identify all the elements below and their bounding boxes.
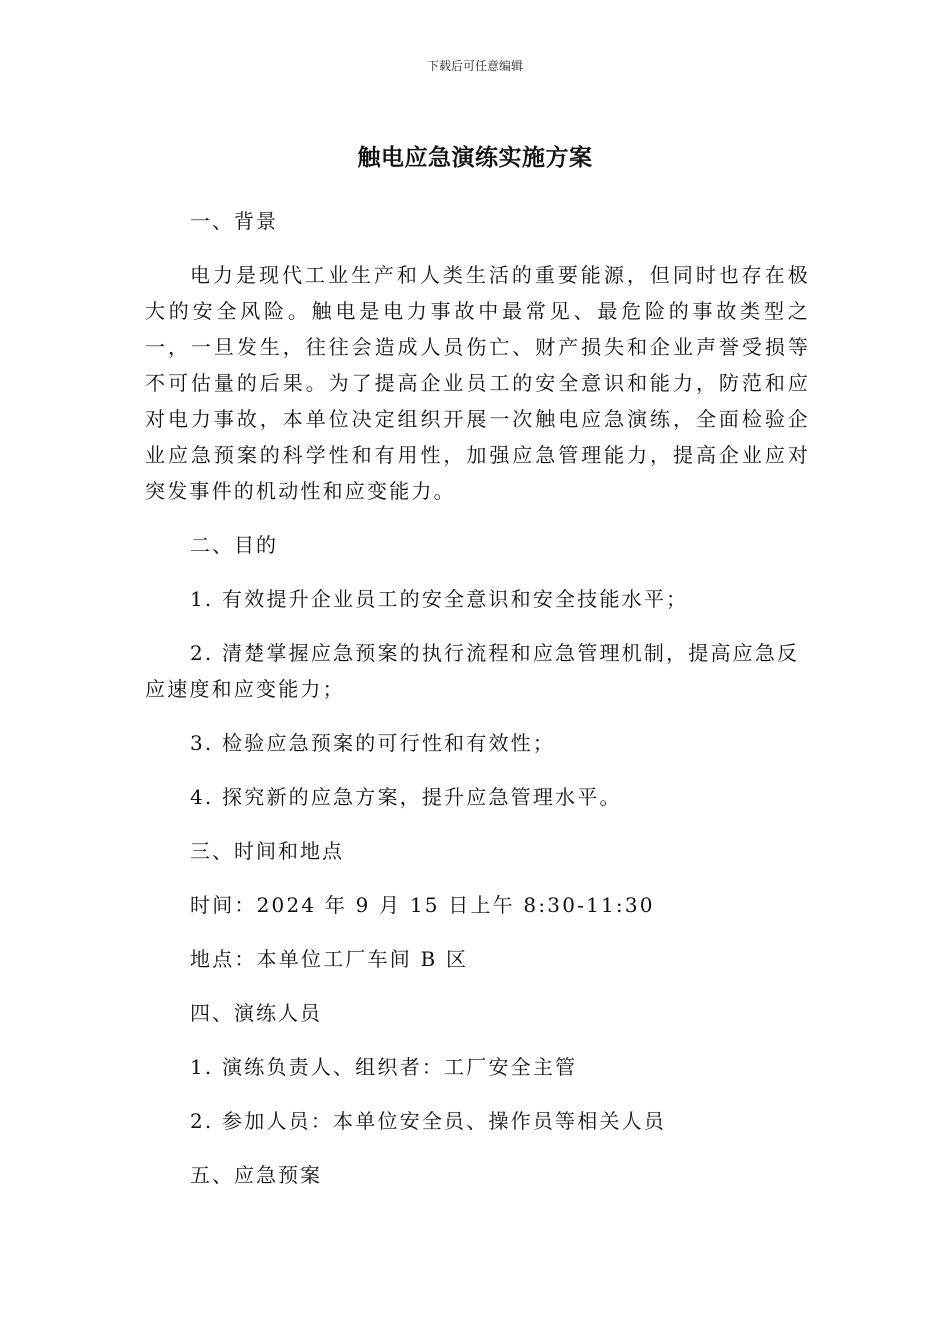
personnel-item-2: 2. 参加人员：本单位安全员、操作员等相关人员	[190, 1109, 667, 1133]
section-heading-purpose: 二、目的	[190, 533, 278, 557]
personnel-item-1: 1. 演练负责人、组织者：工厂安全主管	[190, 1055, 578, 1079]
section-heading-time-place: 三、时间和地点	[190, 839, 344, 863]
section-heading-personnel: 四、演练人员	[190, 1001, 322, 1025]
section-heading-plan: 五、应急预案	[190, 1163, 322, 1187]
purpose-item-3: 3. 检验应急预案的可行性和有效性；	[190, 731, 556, 755]
drill-time: 时间：2024 年 9 月 15 日上午 8:30-11:30	[190, 893, 655, 917]
document-body	[145, 203, 810, 1211]
purpose-item-4: 4. 探究新的应急方案，提升应急管理水平。	[190, 785, 622, 809]
header-note: 下载后可任意编辑	[426, 59, 523, 73]
document-title: 触电应急演练实施方案	[357, 145, 593, 171]
drill-place: 地点：本单位工厂车间 B 区	[190, 947, 469, 971]
purpose-item-1: 1. 有效提升企业员工的安全意识和安全技能水平；	[190, 587, 689, 611]
purpose-item-2: 2. 清楚掌握应急预案的执行流程和应急管理机制，提高应急反应速度和应变能力；	[145, 641, 800, 701]
background-paragraph: 电力是现代工业生产和人类生活的重要能源，但同时也存在极大的安全风险。触电是电力事故中最常见、最危险的事故类型之一，一旦发生，往往会造成人员伤亡、财产损失和企业声誉受损等不可估量的后果。为了提高企业员工的安全意识和能力，防范和应对电力事故，本单位决定组织开展一次触电应急演练，全面检验企业应急预案的科学性和有用性，加强应急管理能力，提高企业应对突发事件的机动性和应变能力。	[145, 263, 810, 503]
section-heading-background: 一、背景	[190, 209, 278, 233]
